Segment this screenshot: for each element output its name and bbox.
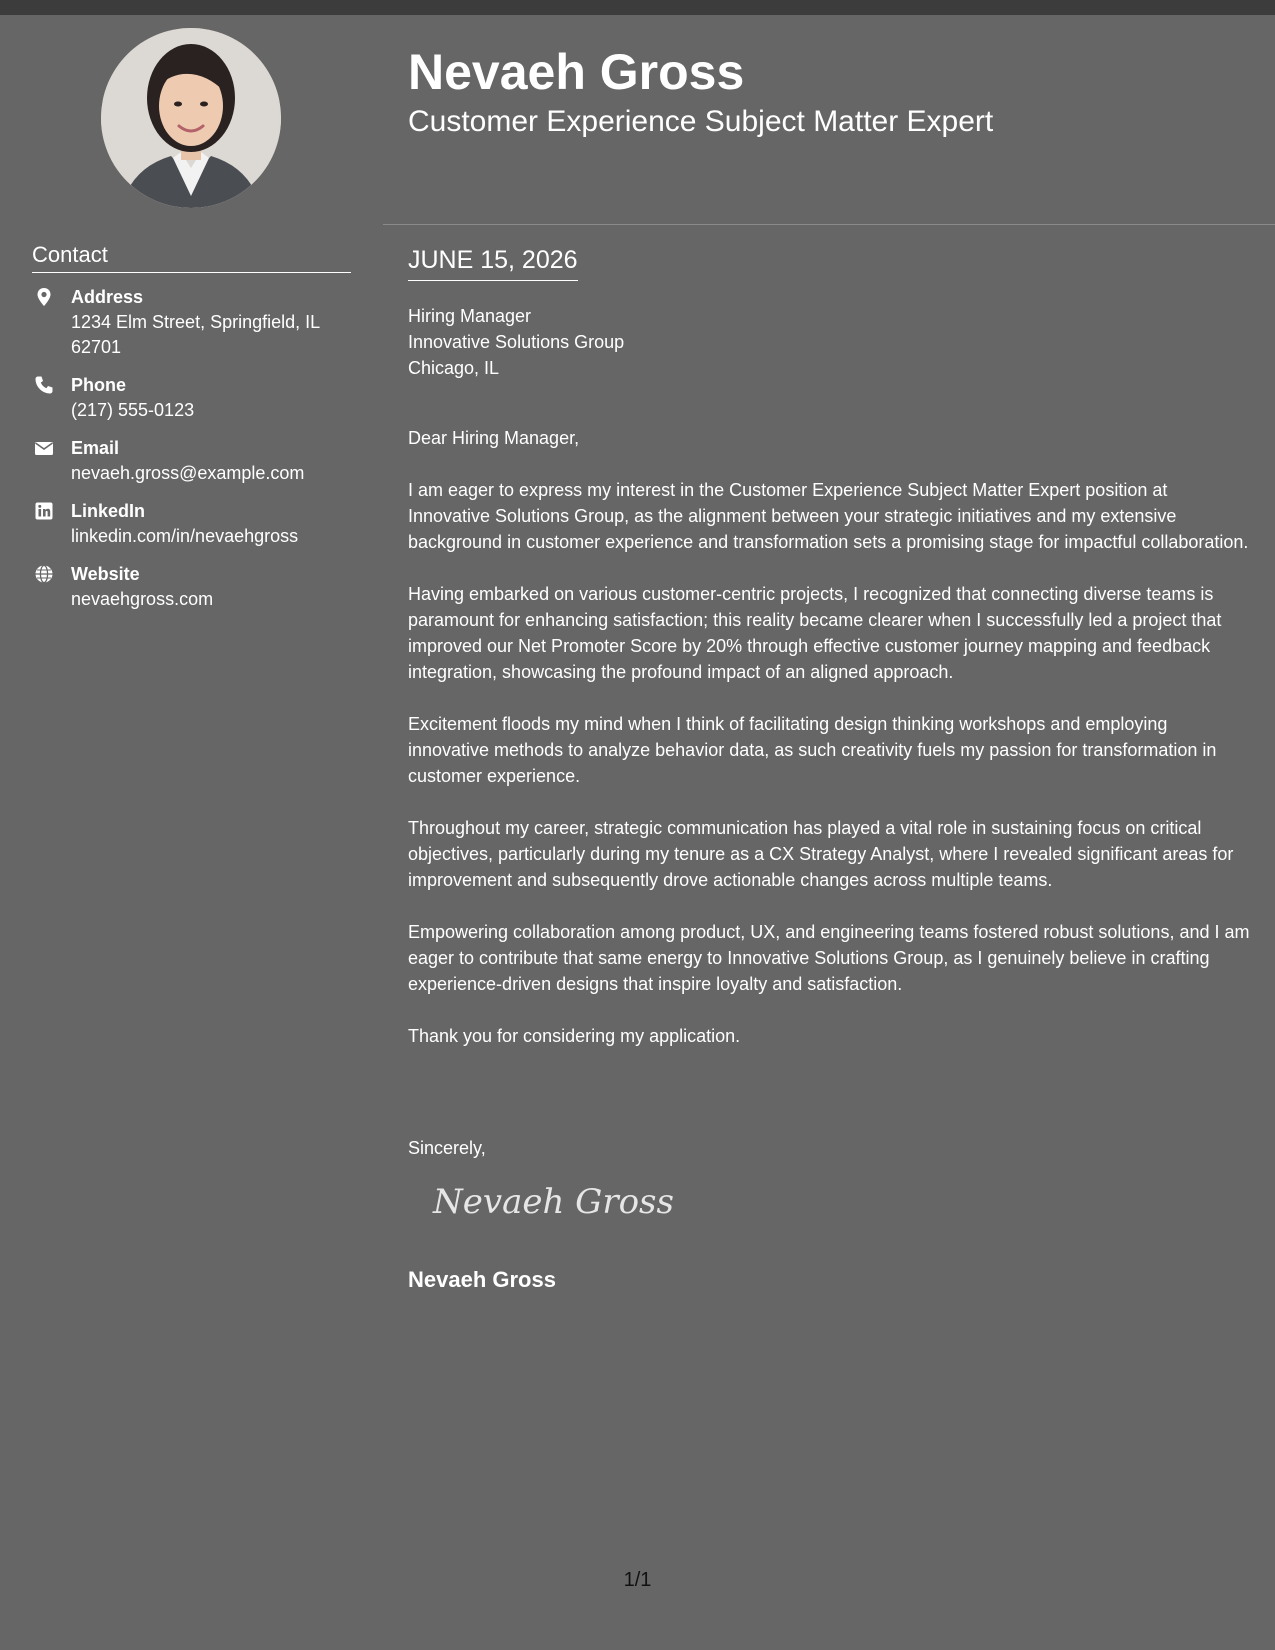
letter-body [408,425,1250,1075]
map-pin-icon [34,287,54,307]
contact-label: Website [71,564,140,584]
globe-icon [34,564,54,584]
recipient-line: Chicago, IL [408,358,500,378]
envelope-icon [34,438,54,458]
contact-label: Phone [71,375,127,395]
contact-value: linkedin.com/in/nevaehgross [71,526,299,546]
letter-date: JUNE 15, 2026 [408,244,578,281]
contact-value: (217) 555-0123 [71,400,195,420]
applicant-name: Nevaeh Gross [408,44,745,100]
recipient-block [408,303,624,381]
contact-label: LinkedIn [71,501,146,521]
letter-paragraph: Throughout my career, strategic communication has played a vital role in sustaining focus on critical objectives, particularly during my tenure as a CX Strategy Analyst, where I revealed significant areas for improvement and subsequently drove actionable changes across multiple teams. [408,818,1234,890]
letter-paragraph: Having embarked on various customer-centric projects, I recognized that connecting diverse teams is paramount for enhancing satisfaction; this reality became clearer when I successfully led a project that improved our Net Promoter Score by 20% through effective customer journey mapping and feedback integration, showcasing the profound impact of an aligned approach. [408,584,1222,682]
contact-label: Email [71,438,120,458]
salutation: Dear Hiring Manager, [408,428,580,448]
letter-paragraph: Thank you for considering my application. [408,1026,741,1046]
page-number: 1/1 [623,1569,652,1591]
contact-heading: Contact [32,241,351,273]
letter-paragraph: Empowering collaboration among product, UX, and engineering teams fostered robust solutions, and I am eager to contribute that same energy to Innovative Solutions Group, as I genuinely believe in crafting experience-driven designs that inspire loyalty and satisfaction. [408,922,1250,994]
handwritten-signature: Nevaeh Gross [433,1182,674,1222]
contact-email [32,436,352,486]
letter-paragraph: I am eager to express my interest in the Customer Experience Subject Matter Expert position at Innovative Solutions Group, as the alignment between your strategic initiatives and my extensive background in customer experience and transformation sets a promising stage for impactful collaboration. [408,480,1249,552]
contact-phone [32,373,352,423]
profile-photo [101,28,281,208]
contact-label: Address [71,287,144,307]
phone-icon [34,375,54,395]
contact-website [32,562,352,612]
recipient-line: Innovative Solutions Group [408,332,625,352]
contact-value: nevaeh.gross@example.com [71,463,305,483]
closing: Sincerely, [408,1138,486,1158]
header-divider [383,224,1275,225]
linkedin-icon [34,501,54,521]
contact-address [32,285,352,360]
letter-paragraph: Excitement floods my mind when I think of facilitating design thinking workshops and employing innovative methods to analyze behavior data, as such creativity fuels my passion for transformation in customer experience. [408,714,1217,786]
sidebar [0,15,383,1650]
job-title: Customer Experience Subject Matter Expert [408,105,994,138]
contact-value: 1234 Elm Street, Springfield, IL 62701 [71,312,320,357]
recipient-line: Hiring Manager [408,306,532,326]
contact-linkedin [32,499,352,549]
contact-list [32,285,352,625]
top-bar [0,0,1275,15]
signer-name: Nevaeh Gross [408,1267,556,1292]
main-content [383,15,1275,1650]
contact-value: nevaehgross.com [71,589,214,609]
